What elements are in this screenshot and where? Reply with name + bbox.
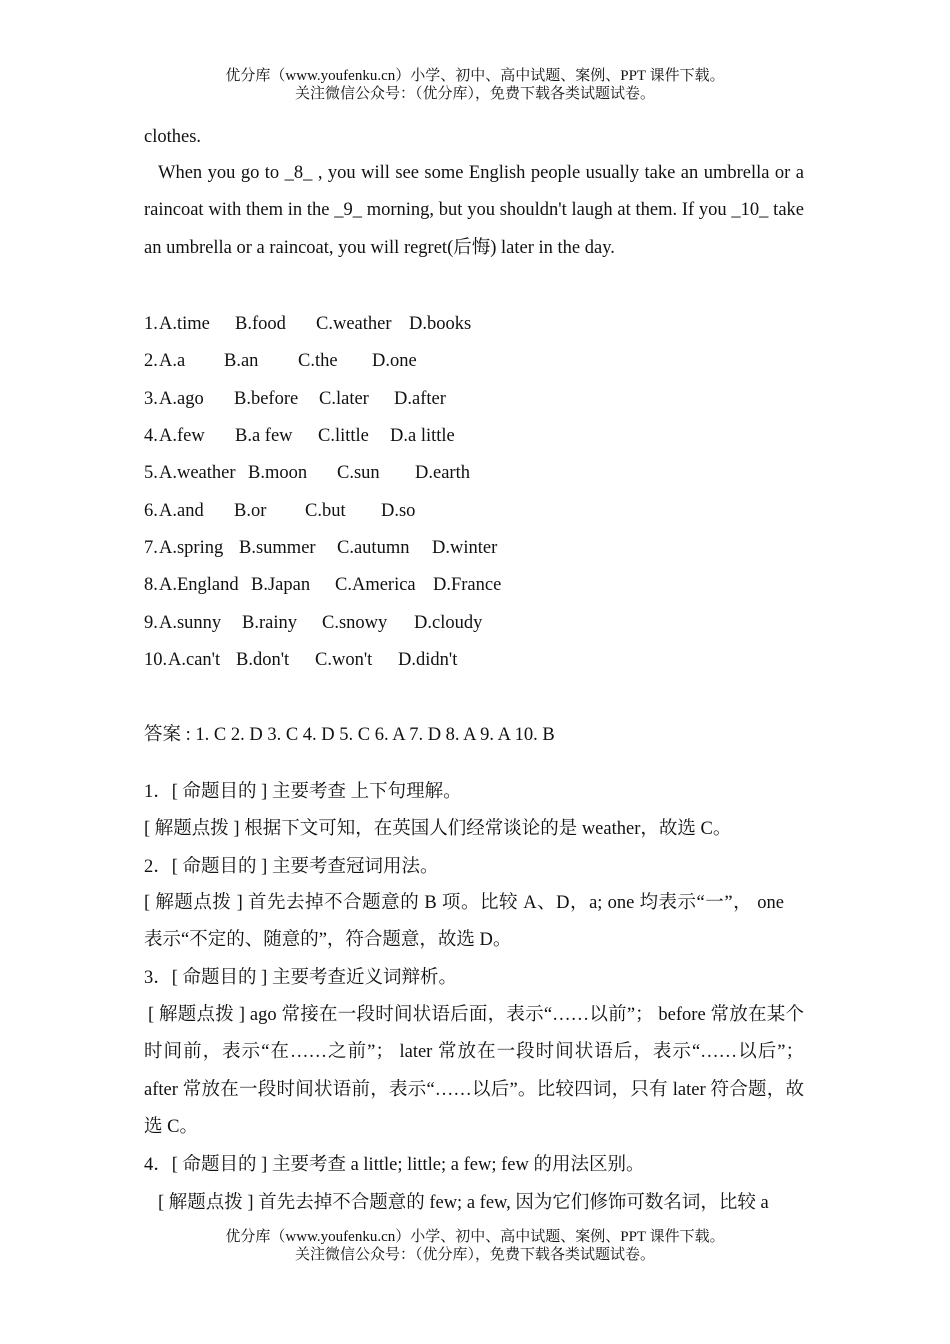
- question-option: B.food: [235, 314, 286, 334]
- question-number: 7.: [144, 538, 158, 558]
- question-option: D.cloudy: [414, 613, 483, 633]
- question-option: C.America: [335, 575, 416, 595]
- question-option: D.one: [372, 351, 417, 371]
- question-option: C.snowy: [322, 613, 388, 633]
- question-row: [144, 574, 784, 596]
- question-list: [144, 0, 804, 700]
- explanation-3-purpose: 3．[ 命题目的 ] 主要考查近义词辩析。: [144, 968, 457, 988]
- question-number: 8.: [144, 575, 158, 595]
- question-option: B.rainy: [242, 613, 297, 633]
- question-option: C.later: [319, 389, 369, 409]
- question-option: D.after: [394, 389, 446, 409]
- question-row: [144, 612, 784, 634]
- question-option: C.won't: [315, 650, 373, 670]
- question-option: A.few: [159, 426, 205, 446]
- question-row: [144, 425, 784, 447]
- explanation-1-purpose: 1．[ 命题目的 ] 主要考查 上下句理解。: [144, 782, 462, 802]
- question-option: B.summer: [239, 538, 316, 558]
- question-number: 3.: [144, 389, 158, 409]
- question-row: [144, 313, 784, 335]
- question-option: C.autumn: [337, 538, 410, 558]
- question-row: [144, 537, 784, 559]
- question-row: [144, 350, 784, 372]
- question-number: 1.: [144, 314, 158, 334]
- question-option: D.didn't: [398, 650, 458, 670]
- question-number: 5.: [144, 463, 158, 483]
- question-option: D.earth: [415, 463, 470, 483]
- question-option: B.a few: [235, 426, 293, 446]
- answer-key: 答案 : 1. C 2. D 3. C 4. D 5. C 6. A 7. D 8. A 9. A 10. B: [144, 725, 555, 745]
- question-row: [144, 649, 784, 671]
- question-option: B.or: [234, 501, 267, 521]
- explanation-2-purpose: 2．[ 命题目的 ] 主要考查冠词用法。: [144, 857, 439, 877]
- explanation-3-tip: [ 解题点拨 ] ago 常接在一段时间状语后面，表示“……以前”； before 常放在某个时间前，表示“在……之前”； later 常放在一段时间状语后，表示“……以后”；after 常放在一段时间状语前，表示“……以后”。比较四词，只有 later 符合题，故选 C。: [144, 1005, 804, 1137]
- page-footer: [0, 1228, 950, 1264]
- footer-line-2: 关注微信公众号：（优分库），免费下载各类试题试卷。: [294, 1247, 655, 1263]
- question-option: D.so: [381, 501, 416, 521]
- question-row: [144, 388, 784, 410]
- question-option: B.moon: [248, 463, 308, 483]
- question-option: A.spring: [159, 538, 224, 558]
- question-option: B.before: [234, 389, 299, 409]
- question-option: C.but: [305, 501, 346, 521]
- question-number: 4.: [144, 426, 158, 446]
- header-line-1: 优分库（www.youfenku.cn）小学、初中、高中试题、案例、PPT 课件下载。: [225, 68, 725, 84]
- question-option: A.and: [159, 501, 204, 521]
- question-option: D.France: [433, 575, 502, 595]
- question-option: D.winter: [432, 538, 498, 558]
- question-option: D.a little: [390, 426, 455, 446]
- passage-tail: clothes.: [144, 127, 202, 147]
- passage-paragraph: When you go to _8_ , you will see some English people usually take an umbrella or a raincoat with them in the _9_ morning, but you shouldn't laugh at them. If you _10_ take an umbrella or a raincoat, you will regret(后悔) later in the day.: [144, 163, 804, 258]
- question-option: B.Japan: [251, 575, 311, 595]
- explanation-2-tip: [ 解题点拨 ] 首先去掉不合题意的 B 项。比较 A、D，a; one 均表示“一”， one 表示“不定的、随意的”，符合题意，故选 D。: [144, 893, 784, 951]
- question-option: C.weather: [316, 314, 392, 334]
- question-number: 9.: [144, 613, 158, 633]
- question-number: 6.: [144, 501, 158, 521]
- question-option: C.little: [318, 426, 369, 446]
- question-option: C.sun: [337, 463, 380, 483]
- question-option: B.don't: [236, 650, 290, 670]
- question-option: B.an: [224, 351, 259, 371]
- question-option: A.time: [159, 314, 210, 334]
- explanation-4-purpose: 4．[ 命题目的 ] 主要考查 a little; little; a few; few 的用法区别。: [144, 1155, 645, 1175]
- explanation-1-tip: [ 解题点拨 ] 根据下文可知，在英国人们经常谈论的是 weather，故选 C。: [144, 819, 732, 839]
- question-option: A.England: [159, 575, 239, 595]
- explanation-4-tip: [ 解题点拨 ] 首先去掉不合题意的 few; a few, 因为它们修饰可数名词，比较 a: [158, 1193, 769, 1213]
- question-number: 10.: [144, 650, 168, 670]
- question-option: A.sunny: [159, 613, 222, 633]
- question-option: A.ago: [159, 389, 204, 409]
- question-row: [144, 462, 784, 484]
- question-option: A.a: [159, 351, 186, 371]
- question-option: A.weather: [159, 463, 236, 483]
- header-line-2: 关注微信公众号：（优分库），免费下载各类试题试卷。: [294, 86, 655, 102]
- footer-line-1: 优分库（www.youfenku.cn）小学、初中、高中试题、案例、PPT 课件下载。: [225, 1229, 725, 1245]
- question-number: 2.: [144, 351, 158, 371]
- question-option: D.books: [409, 314, 472, 334]
- question-option: A.can't: [168, 650, 221, 670]
- question-row: [144, 500, 784, 522]
- page-content: [144, 0, 804, 1220]
- question-option: C.the: [298, 351, 338, 371]
